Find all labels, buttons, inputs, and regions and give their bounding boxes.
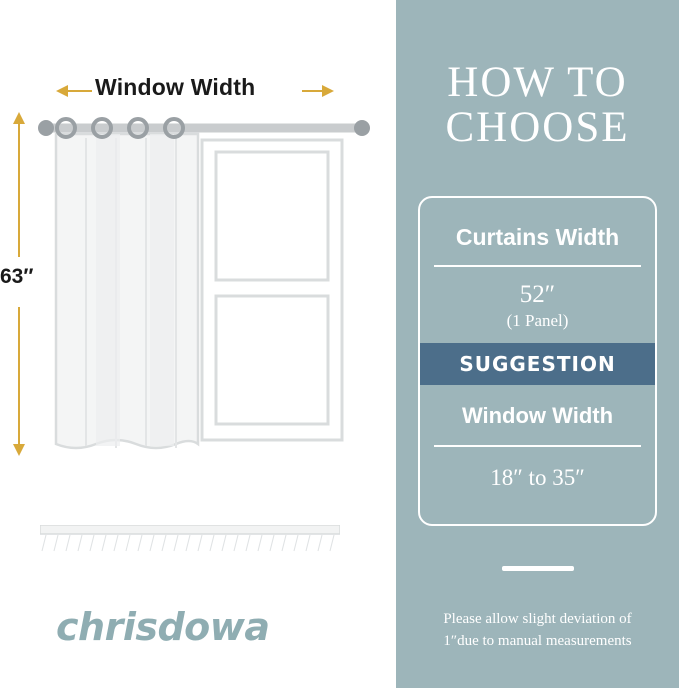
rug-illustration: [40, 525, 340, 555]
size-guide-card: [418, 196, 657, 526]
curtain-height-label: 63″: [0, 265, 34, 288]
window-width-range-value: 18″ to 35″: [490, 465, 585, 490]
footnote-line-2: 1″due to manual measurements: [443, 633, 632, 649]
howto-heading-line2: CHOOSE: [445, 104, 630, 151]
right-info-panel: [396, 0, 679, 688]
curtain-window-illustration: [30, 100, 380, 470]
suggestion-banner: SUGGESTION: [420, 343, 655, 385]
panel-count-note: (1 Panel): [506, 311, 569, 330]
footnote-text: [410, 608, 665, 652]
howto-heading: [396, 60, 679, 150]
decorative-dash: [502, 566, 574, 571]
curtains-width-value: 52″: [519, 281, 556, 308]
window-width-row-label: Window Width: [461, 403, 614, 428]
curtains-width-label: Curtains Width: [455, 224, 620, 250]
footnote-line-1: Please allow slight deviation of: [443, 611, 632, 627]
window-width-label: Window Width: [95, 74, 256, 100]
brand-logo: chrisdowa: [56, 605, 270, 649]
howto-heading-line1: HOW TO: [447, 59, 628, 106]
